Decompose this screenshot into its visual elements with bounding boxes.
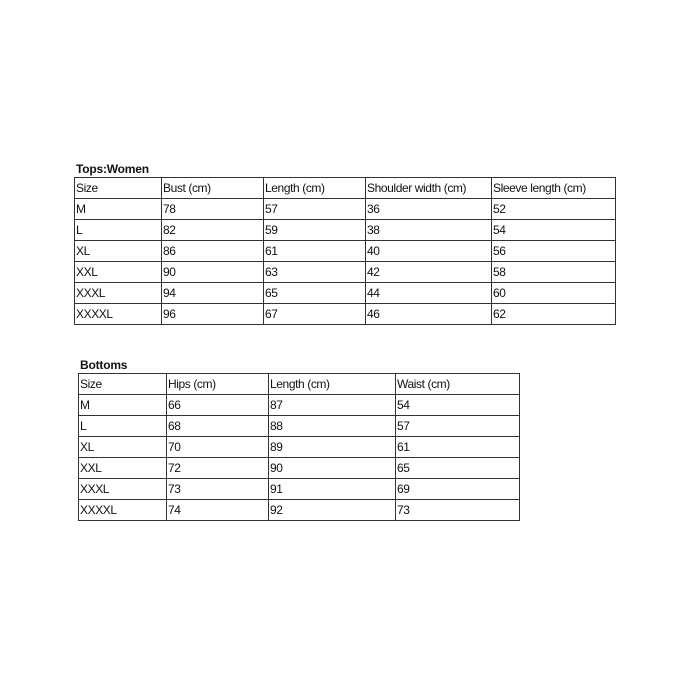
column-header: Shoulder width (cm) (366, 178, 492, 199)
column-header: Size (75, 178, 162, 199)
table-cell: 86 (162, 241, 264, 262)
table-cell: 78 (162, 199, 264, 220)
bottoms-title: Bottoms (80, 358, 128, 372)
table-row (79, 395, 520, 416)
table-row (79, 437, 520, 458)
table-row (75, 304, 616, 325)
table-cell: 42 (366, 262, 492, 283)
table-cell: 94 (162, 283, 264, 304)
table-cell: 89 (269, 437, 396, 458)
table-cell: 70 (167, 437, 269, 458)
table-cell: 61 (396, 437, 520, 458)
table-row (75, 283, 616, 304)
tops-title: Tops:Women (76, 162, 149, 176)
table-cell: 61 (264, 241, 366, 262)
table-cell: XXXXL (79, 500, 167, 521)
table-cell: 56 (492, 241, 616, 262)
table-cell: 54 (492, 220, 616, 241)
bottoms-table (78, 373, 520, 521)
table-cell: 90 (162, 262, 264, 283)
table-cell: 88 (269, 416, 396, 437)
table-cell: 52 (492, 199, 616, 220)
table-cell: XL (75, 241, 162, 262)
bottoms-size-chart (78, 358, 520, 521)
column-header: Bust (cm) (162, 178, 264, 199)
table-cell: 96 (162, 304, 264, 325)
table-cell: 67 (264, 304, 366, 325)
table-row (79, 416, 520, 437)
table-cell: M (79, 395, 167, 416)
table-row (75, 262, 616, 283)
table-cell: 72 (167, 458, 269, 479)
column-header: Length (cm) (264, 178, 366, 199)
table-row (79, 458, 520, 479)
table-cell: XXXL (75, 283, 162, 304)
table-row (79, 500, 520, 521)
table-cell: 91 (269, 479, 396, 500)
table-cell: 66 (167, 395, 269, 416)
table-row (75, 241, 616, 262)
table-cell: 44 (366, 283, 492, 304)
table-row (79, 479, 520, 500)
table-cell: XL (79, 437, 167, 458)
table-cell: 69 (396, 479, 520, 500)
table-cell: 87 (269, 395, 396, 416)
table-cell: 36 (366, 199, 492, 220)
column-header: Length (cm) (269, 374, 396, 395)
column-header: Sleeve length (cm) (492, 178, 616, 199)
table-header-row (75, 178, 616, 199)
tops-size-chart (74, 162, 616, 325)
table-cell: 92 (269, 500, 396, 521)
table-cell: XXXL (79, 479, 167, 500)
table-cell: 82 (162, 220, 264, 241)
table-cell: XXXXL (75, 304, 162, 325)
table-cell: M (75, 199, 162, 220)
table-cell: 46 (366, 304, 492, 325)
table-cell: L (79, 416, 167, 437)
table-cell: 73 (396, 500, 520, 521)
table-cell: 68 (167, 416, 269, 437)
table-header-row (79, 374, 520, 395)
table-cell: 59 (264, 220, 366, 241)
table-cell: 74 (167, 500, 269, 521)
table-cell: 57 (396, 416, 520, 437)
table-cell: 65 (264, 283, 366, 304)
column-header: Size (79, 374, 167, 395)
table-cell: 54 (396, 395, 520, 416)
table-cell: 90 (269, 458, 396, 479)
table-cell: 60 (492, 283, 616, 304)
column-header: Hips (cm) (167, 374, 269, 395)
table-cell: 57 (264, 199, 366, 220)
table-cell: XXL (79, 458, 167, 479)
column-header: Waist (cm) (396, 374, 520, 395)
table-cell: 63 (264, 262, 366, 283)
tops-table (74, 177, 616, 325)
table-cell: 40 (366, 241, 492, 262)
table-cell: 38 (366, 220, 492, 241)
table-cell: 58 (492, 262, 616, 283)
table-cell: 73 (167, 479, 269, 500)
table-row (75, 199, 616, 220)
table-row (75, 220, 616, 241)
table-cell: L (75, 220, 162, 241)
table-cell: 65 (396, 458, 520, 479)
table-cell: XXL (75, 262, 162, 283)
table-cell: 62 (492, 304, 616, 325)
